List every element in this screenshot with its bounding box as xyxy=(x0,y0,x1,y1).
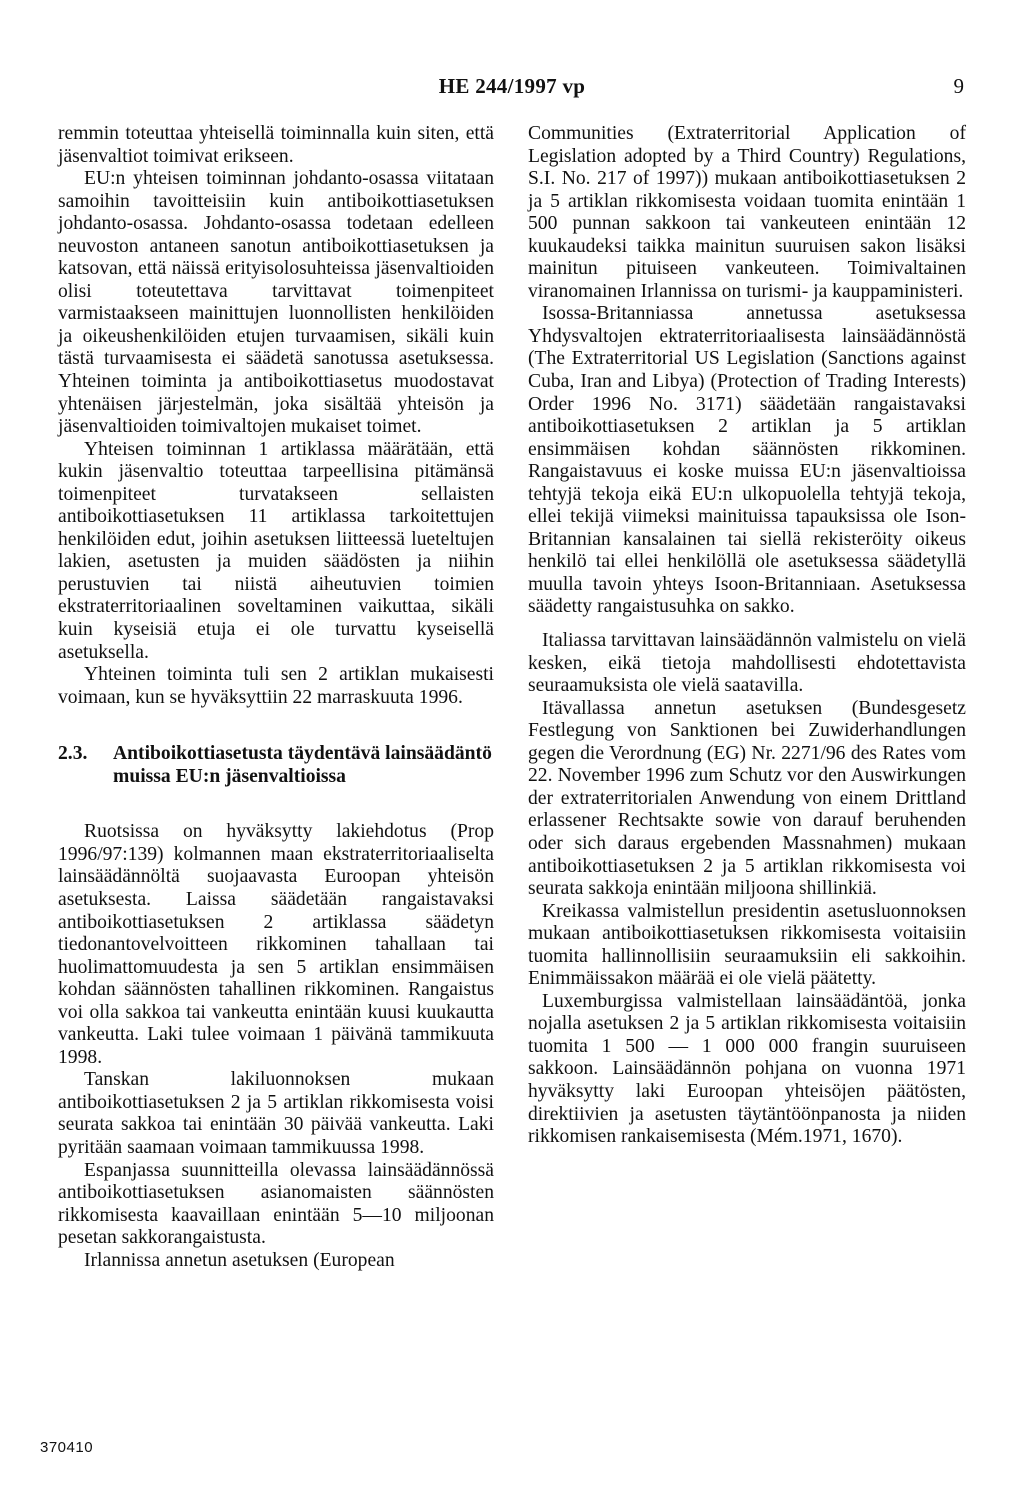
paragraph: Communities (Extraterritorial Application of Legislation adopted by a Third Country) Regulations, S.I. No. 217 of 1997)) mukaan antiboikottiasetuksen 2 ja 5 artiklan rikkomisesta voidaan tuomita enintään 1 500 punnan sakkoon tai vankeuteen enintään 12 kuukaudeksi taikka mainitun suuruisen sakon lisäksi mainitun pituiseen vankeuteen. Toimivaltainen viranomainen Irlannissa on turismi- ja kauppaministeri. xyxy=(528,123,966,302)
paragraph-gap xyxy=(528,619,966,630)
paragraph: EU:n yhteisen toiminnan johdanto-osassa viitataan samoihin tavoitteisiin kuin antiboikottiasetuksen johdanto-osassa. Johdanto-osassa todetaan edelleen neuvoston antaneen sanotun antiboikottiasetuksen ja katsovan, että näissä erityisolosuhteissa jäsenvaltioiden olisi toteutettava tarvittavat toimenpiteet varmistaakseen mainittujen luonnollisten henkilöiden ja oikeushenkilöiden etujen turvaamisen, sikäli kuin tästä turvaamisesta ei säädetä sanotussa asetuksessa. Yhteinen toiminta ja antiboikottiasetus muodostavat yhtenäisen järjestelmän, joka sisältää yhteisön ja jäsenvaltioiden toimivaltojen mukaiset toimet. xyxy=(58,168,494,438)
paragraph: Itävallassa annetun asetuksen (Bundesgesetz Festlegung von Sanktionen bei Zuwiderhandlungen gegen die Verordnung (EG) Nr. 2271/96 des Rates vom 22. November 1996 zum Schutz vor den Auswirkungen der extraterritorialen Anwendung von einem Drittland erlassener Rechtsakte sowie von darauf beruhenden oder sich daraus ergebenden Massnahmen) mukaan antiboikottiasetuksen 2 ja 5 artiklan rikkomisesta voi seurata sakkoja enintään miljoona shillinkiä. xyxy=(528,697,966,900)
right-column xyxy=(528,123,966,1149)
paragraph: Irlannissa annetun asetuksen (European xyxy=(84,1249,395,1271)
paragraph: remmin toteuttaa yhteisellä toiminnalla kuin siten, että jäsenvaltiot toimivat erikseen. xyxy=(58,123,494,167)
paragraph: Italiassa tarvittavan lainsäädännön valmistelu on vielä kesken, eikä tietoja mahdollisesti ehdotettavista seuraamuksista ole vielä saatavilla. xyxy=(528,630,966,697)
print-code: 370410 xyxy=(40,1439,94,1456)
page-number: 9 xyxy=(953,74,964,98)
paragraph: Yhteinen toiminta tuli sen 2 artiklan mukaisesti voimaan, kun se hyväksyttiin 22 marraskuuta 1996. xyxy=(58,664,494,708)
paragraph: Isossa-Britanniassa annetussa asetuksessa Yhdysvaltojen ektraterritoriaalisesta lainsäädännöstä (The Extraterritorial US Legislation (Sanctions against Cuba, Iran and Libya) (Protection of Trading Interests) Order 1996 No. 3171) säädetään rangaistavaksi antiboikottiasetuksen 2 artiklan ja 5 artiklan ensimmäisen kohdan säännösten rikkominen. Rangaistavuus ei koske muissa EU:n jäsenvaltioissa tehtyjä tekoja eikä EU:n ulkopuolella tehtyjä tekoja, ellei tekijä viimeksi mainituissa tapauksissa ole Ison-Britannian kansalainen tai siellä rekisteröity oikeus henkilö tai ellei henkilöllä ole asetuksessa säädetyllä muulla tavoin yhteys Isoon-Britanniaan. Asetuksessa säädetty rangaistusuhka on sakko. xyxy=(528,303,966,618)
left-column xyxy=(58,123,494,1272)
paragraph: Tanskan lakiluonnoksen mukaan antiboikottiasetuksen 2 ja 5 artiklan rikkomisesta voisi seurata sakkoa tai enintään 30 päivää vankeutta. Laki pyritään saamaan voimaan tammikuussa 1998. xyxy=(58,1069,494,1158)
paragraph: Luxemburgissa valmistellaan lainsäädäntöä, jonka nojalla asetuksen 2 ja 5 artiklan rikkomisesta voitaisiin tuomita 1 500 — 1 000 000 frangin suuruiseen sakkoon. Lainsäädännön pohjana on vuonna 1971 hyväksytty laki Euroopan yhteisöjen päätösten, direktiivien ja asetusten täytäntöönpanosta ja niiden rikkomisen rankaisemisesta (Mém.1971, 1670). xyxy=(528,990,966,1148)
paragraph: Ruotsissa on hyväksytty lakiehdotus (Prop 1996/97:139) kolmannen maan ekstraterritoriaaliselta lainsäädännöltä suojaavasta Euroopan yhteisön asetuksesta. Laissa säädetään rangaistavaksi antiboikottiasetuksen 2 artiklassa säädetyn tiedonantovelvoitteen rikkominen tahallaan tai huolimattomuudesta ja sen 5 artiklan ensimmäisen kohdan säännösten tahallinen rikkominen. Rangaistus voi olla sakkoa tai vankeutta enintään kuusi kuukautta vankeutta. Laki tulee voimaan 1 päivänä tammikuuta 1998. xyxy=(58,821,494,1068)
paragraph: Espanjassa suunnitteilla olevassa lainsäädännössä antiboikottiasetuksen asianomaisten säännösten rikkomisesta kaavaillaan enintään 5—10 miljoonan pesetan sakkorangaistusta. xyxy=(58,1159,494,1249)
paragraph: Kreikassa valmistellun presidentin asetusluonnoksen mukaan antiboikottiasetuksen rikkomisesta voitaisiin tuomita hallinnollisiin seuraamuksiin eli sakkoihin. Enimmäissakon määrää ei ole vielä päätetty. xyxy=(528,900,966,990)
section-heading xyxy=(58,743,494,788)
paragraph: Yhteisen toiminnan 1 artiklassa määrätään, että kukin jäsenvaltio toteuttaa tarpeellisina pitämänsä toimenpiteet turvatakseen sellaisten antiboikottiasetuksen 11 artiklassa tarkoitettujen henkilöiden edut, joihin asetuksen liitteessä lueteltujen lakien, asetusten ja muiden säädösten ja niihin perustuvien tai niistä aiheutuvien toimien ekstraterritoriaalinen soveltaminen vaikuttaa, sikäli kuin kyseisiä etuja ei ole turvattu kyseisellä asetuksella. xyxy=(58,438,494,663)
section-number: 2.3. xyxy=(58,743,88,765)
section-title: Antiboikottiasetusta täydentävä lainsäädäntö muissa EU:n jäsenvaltioissa xyxy=(113,743,492,787)
document-title: HE 244/1997 vp xyxy=(438,74,586,98)
page-header xyxy=(0,74,1024,102)
